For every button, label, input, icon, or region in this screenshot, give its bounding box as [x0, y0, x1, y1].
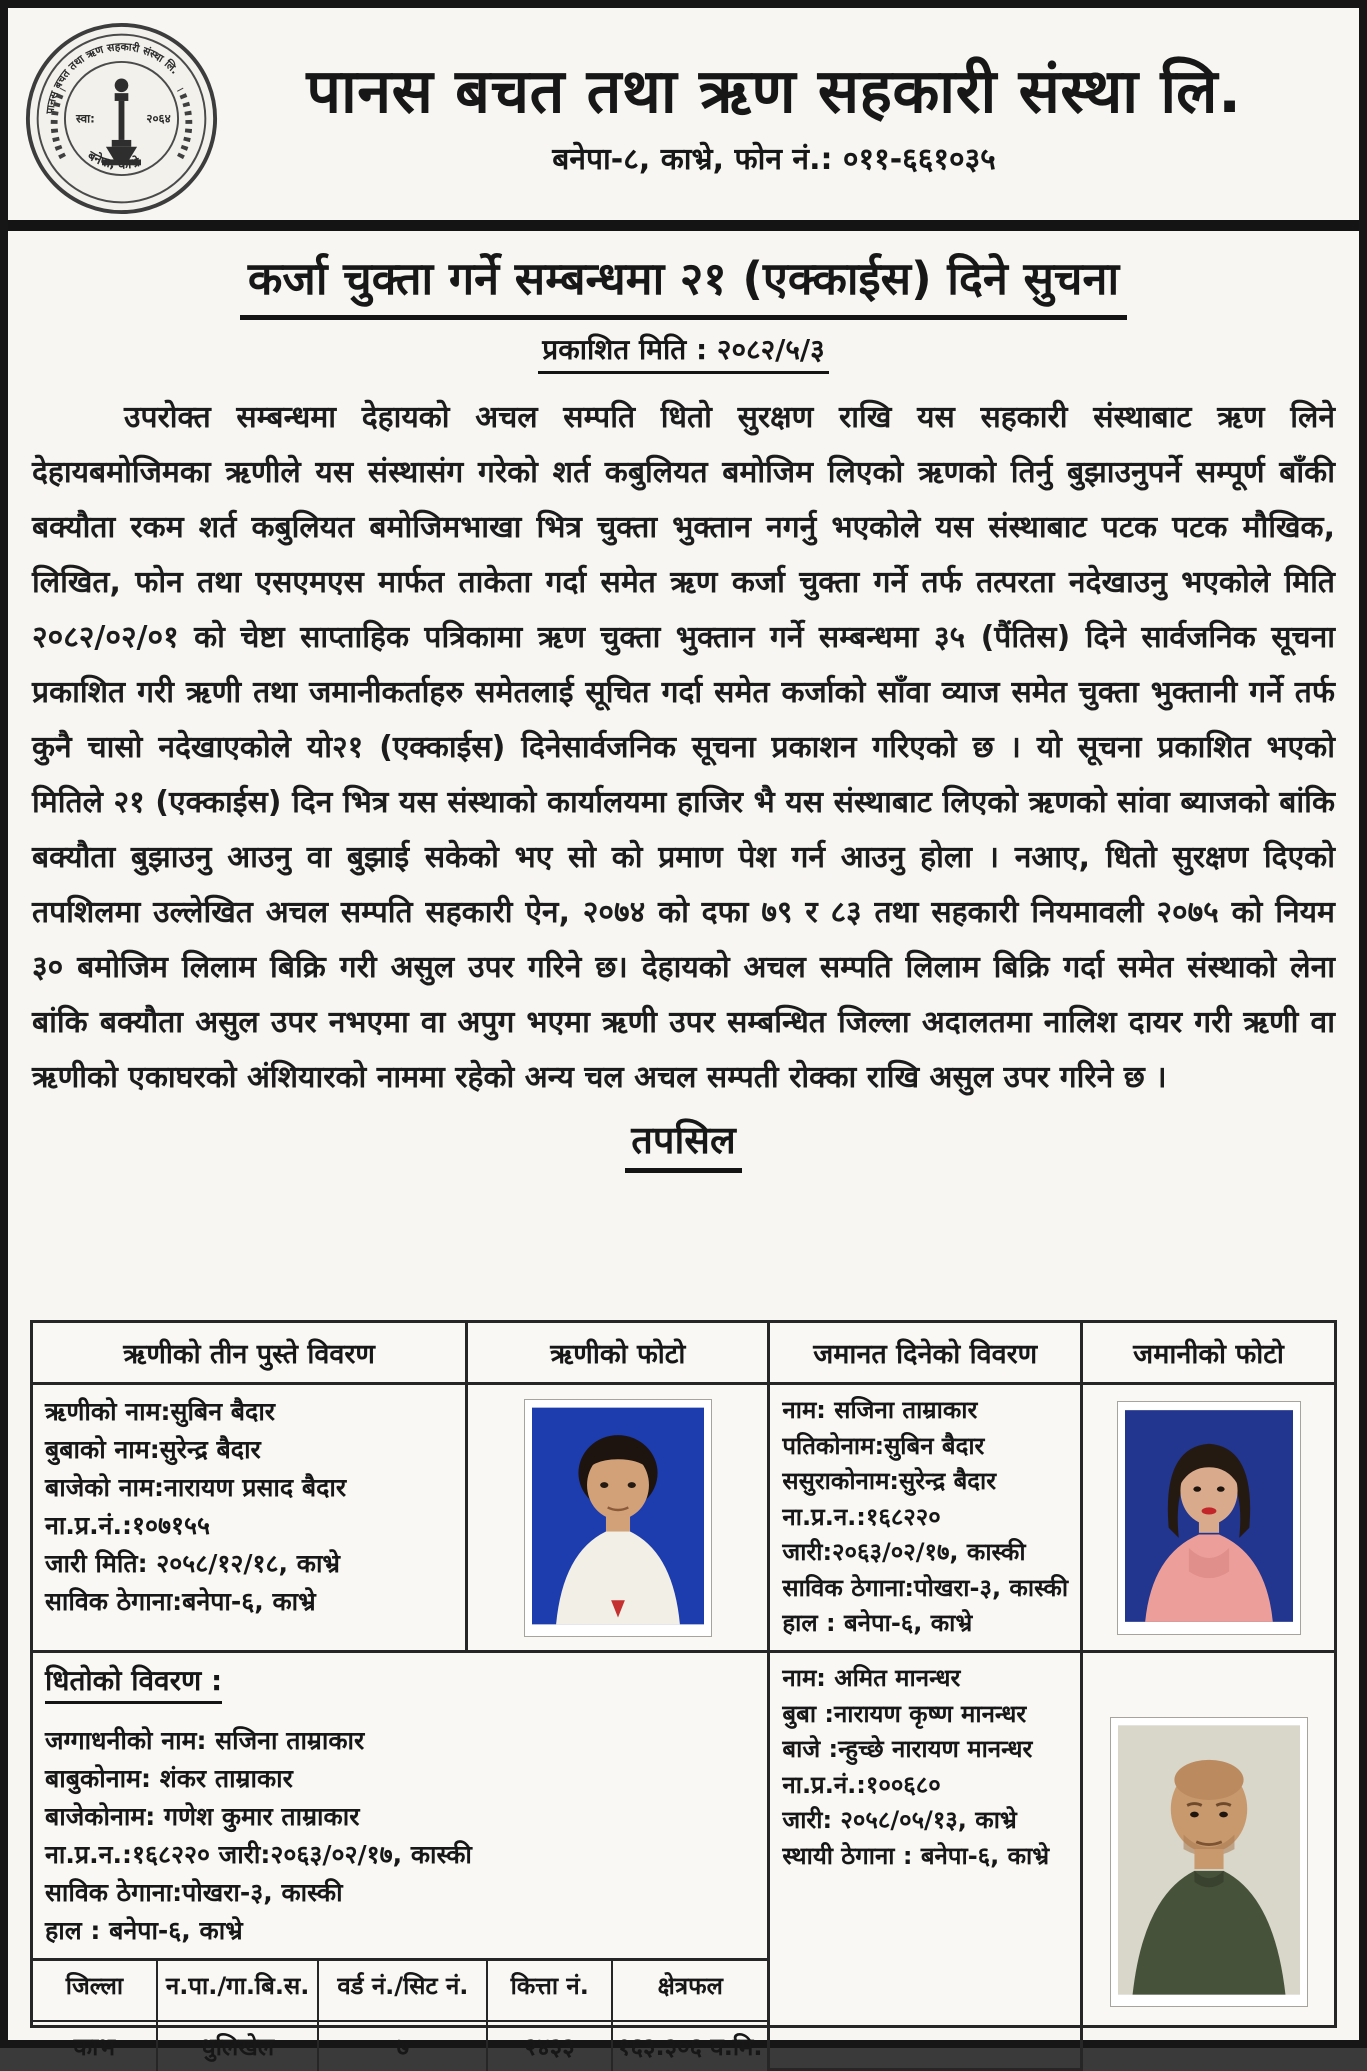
borrower-issue-date: जारी मिति: २०५८/१२/१८, काभ्रे: [45, 1549, 340, 1578]
land-area-value: १६३.३०६ व.मि.: [618, 2033, 763, 2062]
org-address: बनेपा-८, काभ्रे, फोन नं.: ०११-६६१०३५: [552, 142, 996, 178]
guarantor1-father-in-law: ससुराकोनाम:सुरेन्द्र बैदार: [782, 1467, 997, 1496]
col-header-guarantor-detail: जमानत दिनेको विवरण: [770, 1323, 1083, 1385]
land-col-area: क्षेत्रफल: [613, 1961, 767, 2022]
land-col-ward: वर्ड नं./सिट नं.: [319, 1961, 488, 2022]
borrower-portrait-icon: [532, 1407, 704, 1625]
land-col-plot: कित्ता नं.: [488, 1961, 613, 2022]
land-col-municipality: न.पा./गा.बि.स.: [158, 1961, 320, 2022]
header-divider: [8, 220, 1359, 231]
landowner-grandfather: बाजेकोनाम: गणेश कुमार ताम्राकार: [45, 1802, 360, 1831]
landowner-father: बाबुकोनाम: शंकर ताम्राकार: [45, 1764, 293, 1793]
landowner-former-address: साविक ठेगाना:पोखरा-३, कास्की: [45, 1878, 343, 1907]
guarantor2-issue-date: जारी: २०५८/०५/१३, काभ्रे: [782, 1806, 1017, 1835]
published-date: प्रकाशित मिति : २०८२/५/३: [538, 330, 828, 374]
guarantor1-current-address: हाल : बनेपा-६, काभ्रे: [782, 1609, 973, 1638]
guarantor1-former-address: साविक ठेगाना:पोखरा-३, कास्की: [782, 1573, 1069, 1602]
guarantor1-details: [770, 1385, 1083, 1653]
borrower-name: ऋणीको नाम:सुबिन बैदार: [45, 1397, 276, 1426]
guarantor2-photo-cell: [1083, 1653, 1334, 2071]
landowner-citizenship: ना.प्र.न.:१६८२२० जारी:२०६३/०२/१७, कास्की: [45, 1840, 472, 1869]
seal-icon: [24, 21, 219, 216]
mortgage-title: धितोको विवरण :: [45, 1661, 222, 1704]
guarantor2-permanent-address: स्थायी ठेगाना : बनेपा-६, काभ्रे: [782, 1841, 1050, 1870]
borrower-photo: [525, 1400, 711, 1636]
guarantor1-citizenship-no: ना.प्र.न.:१६८२२०: [782, 1502, 941, 1531]
borrower-grandfather: बाजेको नाम:नारायण प्रसाद बैदार: [45, 1473, 347, 1502]
seal-est-year: २०६४: [146, 110, 171, 125]
landowner-name: जग्गाधनीको नाम: सजिना ताम्राकार: [45, 1726, 365, 1755]
notice-body: उपरोक्त सम्बन्धमा देहायको अचल सम्पति धितो सुरक्षण राखि यस सहकारी संस्थाबाट ऋण लिने देहायबमोजिमका ऋणीले यस संस्थासंग गरेको शर्त कबुलियत बमोजिम लिएको ऋणको तिर्नु बुझाउनुपर्ने सम्पूर्ण बाँकी बक्यौता रकम शर्त कबुलियत बमोजिमभाखा भित्र चुक्ता भुक्तान नगर्नु भएकोले यस संस्थाबाट पटक पटक मौखिक, लिखित, फोन तथा एसएमएस मार्फत ताकेता गर्दा समेत ऋण कर्जा चुक्ता गर्ने तर्फ तत्परता नदेखाउनु भएकोले मिति २०८२/०२/०१ को चेष्टा साप्ताहिक पत्रिकामा ऋण चुक्ता भुक्तान गर्ने सम्बन्धमा ३५ (पैंतिस) दिने सार्वजनिक सूचना प्रकाशित गरी ऋणी तथा जमानीकर्ताहरु समेतलाई सूचित गर्दा समेत कर्जाको साँवा व्याज समेत चुक्ता भुक्तानी गर्ने तर्फ कुनै चासो नदेखाएकोले यो२१ (एक्काईस) दिनेसार्वजनिक सूचना प्रकाशन गरिएको छ । यो सूचना प्रकाशित भएको मितिले २१ (एक्काईस) दिन भित्र यस संस्थाको कार्यालयमा हाजिर भै यस संस्थाबाट लिएको ऋणको सांवा ब्याजको बांकि बक्यौता बुझाउनु आउनु वा बुझाई सकेको भए सो को प्रमाण पेश गर्न आउनु होला । नआए, धितो सुरक्षण दिएको तपशिलमा उल्लेखित अचल सम्पति सहकारी ऐन, २०७४ को दफा ७९ र ८३ तथा सहकारी नियमावली २०७५ को नियम ३० बमोजिम लिलाम बिक्रि गरी असुल उपर गरिने छ। देहायको अचल सम्पति लिलाम बिक्रि गर्दा समेत संस्थाको लेना बांकि बक्यौता असुल उपर नभएमा वा अपुग भएमा ऋणी उपर सम्बन्धित जिल्ला अदालतमा नालिश दायर गरी ऋणी वा ऋणीको एकाघरको अंशियारको नाममा रहेको अन्य चल अचल सम्पती रोक्का राखि असुल उपर गरिने छ ।: [32, 400, 1335, 1095]
guarantor2-father: बुबा :नारायण कृष्ण मानन्धर: [782, 1699, 1027, 1728]
org-name: पानस बचत तथा ऋण सहकारी संस्था लि.: [306, 55, 1242, 127]
borrower-photo-cell: [468, 1385, 770, 1653]
guarantor1-portrait-icon: [1125, 1409, 1293, 1623]
guarantor2-grandfather: बाजे :न्हुच्छे नारायण मानन्धर: [782, 1735, 1033, 1764]
mortgage-details: [33, 1653, 770, 1961]
guarantor2-portrait-icon: [1118, 1725, 1300, 1995]
land-table: [33, 1961, 770, 2071]
guarantor1-photo: [1118, 1402, 1300, 1634]
tapasil-heading: तपसिल: [625, 1113, 742, 1173]
guarantor2-details: [770, 1653, 1083, 2071]
guarantor2-photo: [1111, 1718, 1307, 2006]
borrower-citizenship-no: ना.प्र.नं.:१०७१५५: [45, 1511, 210, 1540]
seal-ring-top-text: पानस बचत तथा ऋण सहकारी संस्था लि.: [43, 39, 182, 115]
col-header-guarantor-photo: जमानीको फोटो: [1083, 1323, 1334, 1385]
guarantor1-name: नाम: सजिना ताम्राकार: [782, 1396, 978, 1424]
landowner-current-address: हाल : बनेपा-६, काभ्रे: [45, 1916, 243, 1945]
guarantor1-husband: पतिकोनाम:सुबिन बैदार: [782, 1431, 985, 1460]
seal-est-label: स्वा:: [76, 110, 95, 125]
land-col-district: जिल्ला: [33, 1961, 158, 2022]
guarantor1-issue-date: जारी:२०६३/०२/१७, कास्की: [782, 1538, 1026, 1567]
col-header-borrower-photo: ऋणीको फोटो: [468, 1323, 770, 1385]
header: [8, 8, 1359, 220]
bald-crown: [1174, 1760, 1243, 1800]
notice-title: कर्जा चुक्ता गर्ने सम्बन्धमा २१ (एक्काईस) दिने सुचना: [240, 247, 1127, 320]
borrower-address: साविक ठेगाना:बनेपा-६, काभ्रे: [45, 1587, 316, 1616]
details-table: [30, 1320, 1337, 2062]
col-header-borrower-detail: ऋणीको तीन पुस्ते विवरण: [33, 1323, 468, 1385]
guarantor2-name: नाम: अमित मानन्धर: [782, 1664, 961, 1692]
guarantor1-photo-cell: [1083, 1385, 1334, 1653]
land-plot-value: २४३३: [488, 2022, 613, 2071]
borrower-father: बुबाको नाम:सुरेन्द्र बैदार: [45, 1435, 261, 1464]
org-seal-logo: [24, 21, 219, 216]
land-district-value: काभ: [33, 2022, 158, 2071]
header-text: [219, 55, 1329, 178]
land-municipality-value: धुलिखेल: [158, 2022, 320, 2071]
land-ward-value: ७: [319, 2022, 488, 2071]
seal-ring-bottom-text: बनेपा, काभ्रे: [85, 147, 141, 172]
guarantor2-citizenship-no: ना.प्र.नं.:१००६८०: [782, 1770, 941, 1799]
borrower-details: [33, 1385, 468, 1653]
